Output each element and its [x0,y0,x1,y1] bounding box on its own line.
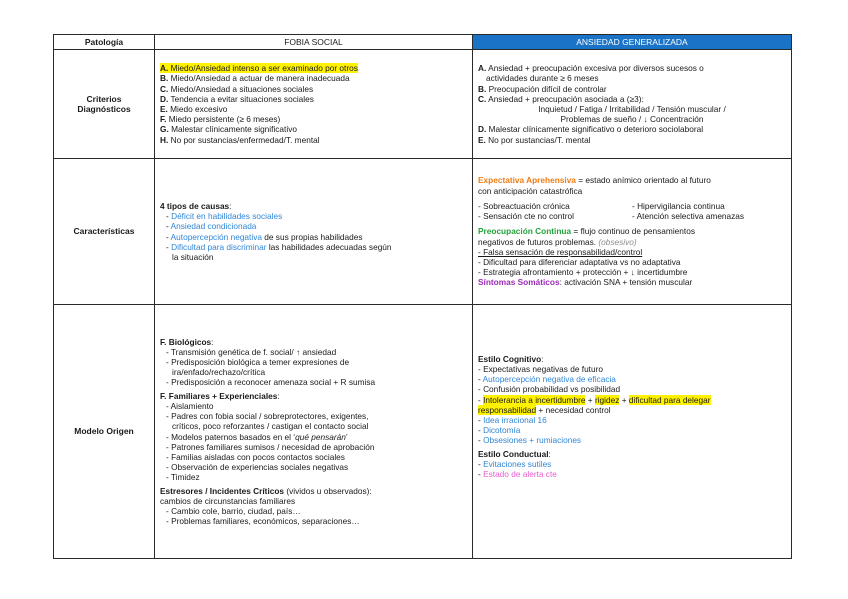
cog-text: Dicotomía [483,425,521,436]
cog-highlight: rigidez [594,394,620,405]
causa-text: Autopercepción negativa [170,231,262,242]
expectativa-text: = estado anímico orientado al futuro [575,175,711,186]
header-fobia-social: FOBIA SOCIAL [155,35,473,50]
fam-item-6: - Observación de experiencias sociales negativas [166,462,349,473]
row-label-modelo: Modelo Origen [54,305,155,559]
con-item-2 [478,469,786,479]
sintoma-item: - Atención selectiva amenazas [632,211,745,222]
preocupacion-line2 [478,237,786,247]
spacer [478,479,786,509]
cog-item-1: - Expectativas negativas de futuro [478,363,603,374]
fam-text: ’ [345,431,348,442]
fam-item-1: - Aislamiento [166,400,214,411]
bio-title-text: F. Biológicos [160,336,212,347]
causa-text: Déficit en habilidades sociales [171,211,283,222]
bio-text: - Transmisión genética de f. social/ [166,346,297,357]
ansiedad-criterios-cell [473,50,792,159]
arrow-up-icon: ↑ [296,346,301,357]
preocupacion-text: = flujo continuo de pensamientos [571,226,695,237]
criterio-letter: C. [478,93,487,104]
causa-4-cont: la situación [172,251,214,262]
colon: : [211,336,214,347]
colon: : [229,200,232,211]
fobia-criterios-cell [155,50,473,159]
preocupacion-title: Preocupación Continua [478,226,572,237]
causa-4 [160,242,467,252]
criterio-text: Miedo/Ansiedad a situaciones sociales [168,83,314,94]
causa-2 [160,221,467,231]
header-row [54,35,792,50]
preocupacion-text: negativos de futuros problemas. [478,236,599,247]
estresores-title [160,486,467,496]
fam-item-2-cont: críticos, poco reforzantes / castigan el contacto social [172,421,369,432]
estresores-title-text: Estresores / Incidentes Críticos [160,485,285,496]
fam-text-italic: qué pensarán [295,431,346,442]
sintomas-grid-row2 [478,211,786,221]
ansiedad-criterio-b [478,84,786,94]
criterio-letter: G. [160,124,169,135]
cognitivo-title-text: Estilo Cognitivo [478,353,542,364]
row-modelo [54,305,792,559]
sintomas-grid-row1 [478,201,786,211]
criterio-text: Problemas de sueño / [560,114,644,125]
criterio-text: Ansiedad + preocupación excesiva por diversos sucesos o [486,63,704,74]
bio-item-2-cont: ira/enfado/rechazo/crítica [172,367,266,378]
fam-item-7: - Timidez [166,472,200,483]
header-patologia: Patología [54,35,155,50]
bio-title [160,337,467,347]
comparison-table [53,34,792,559]
dash: - [166,221,171,232]
criterio-text: Ansiedad + preocupación asociada a (≥3): [486,93,644,104]
criterio-letter: C. [160,83,169,94]
estresores-sub: (vividos u observados): [284,485,372,496]
expectativa-line2: con anticipación catastrófica [478,185,583,196]
criterios-label-word2: Diagnósticos [77,104,131,114]
fam-text: - Modelos paternos basados en el ‘ [166,431,296,442]
preocupacion-text: incertidumbre [634,267,688,278]
fam-item-3 [160,432,467,442]
criterio-text: Miedo persistente (≥ 6 meses) [166,114,281,125]
causa-text: Ansiedad condicionada [170,221,257,232]
colon: : [277,390,280,401]
header-ansiedad-generalizada: ANSIEDAD GENERALIZADA [473,35,792,50]
criterio-letter: D. [160,93,169,104]
row-label-criterios [54,50,155,159]
dash: - [166,211,172,222]
fobia-criterio-g [160,124,467,134]
fam-title-text: F. Familiares + Experienciales [160,390,278,401]
expectativa-line [478,175,786,185]
row-criterios [54,50,792,159]
dash: - [166,231,171,242]
criterio-letter: E. [478,134,486,145]
fobia-modelo-cell [155,305,473,559]
dash: - [478,374,483,385]
cog-item-5 [478,415,786,425]
estresores-line2: cambios de circunstancias familiares [160,495,296,506]
row-caracteristicas [54,159,792,305]
cog-item-4 [478,395,786,405]
ansiedad-caracteristicas-cell [473,159,792,305]
dash: - [478,458,484,469]
con-text: Evitaciones sutiles [483,458,552,469]
cog-highlight: Intolerancia a incertidumbre [483,394,586,405]
fam-item-2: - Padres con fobia social / sobreprotectores, exigentes, [166,411,369,422]
cognitivo-title [478,354,786,364]
dash: - [478,415,484,425]
causa-text: Dificultad para discriminar [171,241,267,252]
fobia-criterio-a [160,63,467,73]
criterio-letter: E. [160,104,168,114]
fobia-criterio-e [160,104,467,114]
ansiedad-modelo-cell [473,305,792,559]
preocupacion-item-2: - Dificultad para diferenciar adaptativa vs no adaptativa [478,256,681,267]
dash: - [478,425,484,436]
estresor-item-1: - Cambio cole, barrio, ciudad, país… [166,505,301,516]
cog-item-2 [478,374,786,384]
fobia-criterio-d [160,94,467,104]
dash: - [166,241,172,252]
causas-title-text: 4 tipos de causas [160,200,230,211]
ansiedad-criterio-a [478,63,786,73]
cog-item-3: - Confusión probabilidad vs posibilidad [478,384,621,395]
criterios-label-word1: Criterios [86,93,122,104]
criterio-letter: B. [160,73,169,84]
row-label-caracteristicas: Características [54,159,155,305]
causas-title [160,201,467,211]
bio-item-2: - Predisposición biológica a temer expresiones de [166,357,350,368]
preocupacion-text: - Estrategia afrontamiento + protección + [478,267,631,278]
dash: - [478,469,484,480]
ansiedad-criterio-c-list: Inquietud / Fatiga / Irritabilidad / Tensión muscular / [538,104,726,114]
criterio-text: Miedo/Ansiedad intenso a ser examinado por otros [168,63,358,74]
cog-item-6 [478,425,786,435]
fobia-caracteristicas-cell [155,159,473,305]
obsesivo-note: (obsesivo) [598,236,637,247]
criterio-letter: F. [160,114,167,125]
criterio-letter: A. [478,63,487,74]
somaticos-line [478,277,786,287]
bio-text: ansiedad [300,346,337,357]
cog-item-4-cont [478,405,786,415]
criterio-text: Preocupación difícil de controlar [486,83,607,94]
causa-3 [160,232,467,242]
preocupacion-line [478,226,786,236]
con-text: Estado de alerta cte [483,469,557,480]
plus: + [619,394,629,405]
causa-text: de sus propias habilidades [261,231,363,242]
cog-text: + necesidad control [536,404,611,415]
expectativa-title: Expectativa Aprehensiva [478,175,576,186]
cog-highlight: dificultad para delegar [628,394,711,405]
colon: : [548,448,551,459]
causa-text: las habilidades adecuadas según [266,241,392,252]
criterio-letter: A. [160,63,169,74]
ansiedad-criterio-e [478,135,786,145]
colon: : [541,353,544,364]
fobia-criterio-c [160,84,467,94]
arrow-down-icon: ↓ [630,267,635,278]
bio-item-1 [160,347,467,357]
causa-1 [160,211,467,221]
somaticos-text: : activación SNA + tensión muscular [559,277,693,288]
fobia-criterio-h [160,135,467,145]
cog-text: Autopercepción negativa de eficacia [482,374,616,385]
dash: - [478,435,484,446]
criterio-letter: H. [160,134,169,145]
cog-text: Obsesiones + rumiaciones [483,435,582,446]
conductual-title-text: Estilo Conductual [478,448,549,459]
somaticos-title: Síntomas Somáticos [478,277,560,288]
preocupacion-item-1: - Falsa sensación de responsabilidad/control [478,246,643,257]
criterio-letter: B. [478,83,487,94]
cog-highlight: responsabilidad [478,404,537,415]
arrow-down-icon: ↓ [643,114,648,125]
sintoma-item: - Hipervigilancia continua [632,200,725,211]
fobia-criterio-f [160,114,467,124]
sintoma-item: - Sobreactuación crónica [478,200,570,211]
criterio-letter: D. [478,124,487,135]
cog-text: Idea irracional 16 [483,415,547,425]
plus: + [585,394,595,405]
bio-item-3: - Predisposición a reconocer amenaza social + R sumisa [166,377,376,388]
sintoma-item: - Sensación cte no control [478,211,574,222]
criterio-text: Miedo/Ansiedad a actuar de manera inadecuada [168,73,350,84]
fam-item-5: - Familias aisladas con pocos contactos sociales [166,451,345,462]
fam-item-4: - Patrones familiares sumisos / necesidad de aprobación [166,441,375,452]
preocupacion-item-3 [478,267,786,277]
criterio-text: Miedo excesivo [167,104,228,114]
ansiedad-criterio-d [478,124,786,134]
criterio-text: Malestar clínicamente significativo [168,124,297,135]
criterio-text: Concentración [647,114,704,125]
criterio-text: Malestar clínicamente significativo o deterioro sociolaboral [486,124,704,135]
ansiedad-criterio-c [478,94,786,104]
criterio-text: No por sustancias/enfermedad/T. mental [168,134,320,145]
estresor-item-2: - Problemas familiares, económicos, separaciones… [166,516,360,527]
dash: - [478,394,484,405]
ansiedad-criterio-c-list2 [478,114,786,124]
fobia-criterio-b [160,73,467,83]
ansiedad-criterio-a-cont: actividades durante ≥ 6 meses [486,73,599,84]
conductual-title [478,449,786,459]
criterio-text: No por sustancias/T. mental [485,134,591,145]
con-item-1 [478,459,786,469]
cog-item-7 [478,435,786,445]
criterio-text: Tendencia a evitar situaciones sociales [168,93,314,104]
fam-title [160,391,467,401]
